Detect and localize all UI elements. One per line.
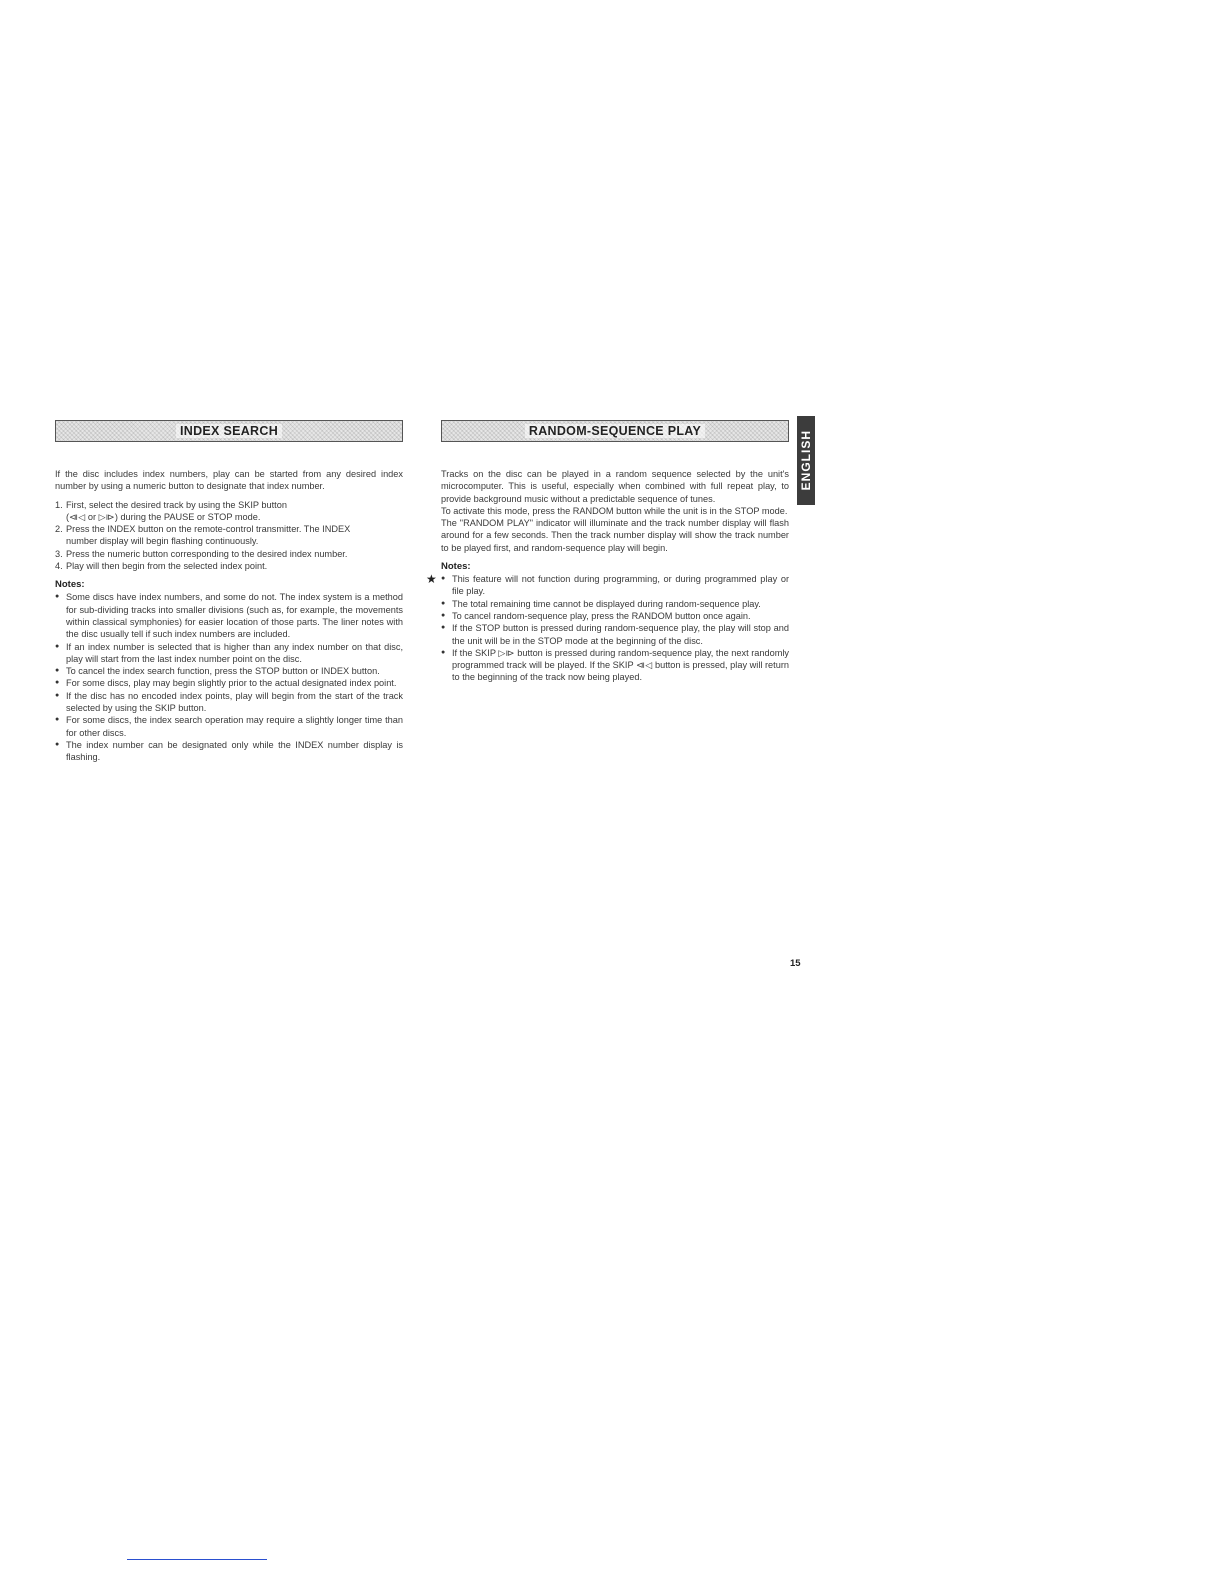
step-item: number display will begin flashing continuously.	[66, 536, 259, 547]
note-item: ● If the STOP button is pressed during random-sequence play, the play will stop and the unit will be in the STOP mode at the beginning of the disc.	[441, 623, 789, 646]
note-item: ● If the disc has no encoded index points, play will begin from the start of the track selected by using the SKIP button.	[55, 690, 403, 714]
bullet-icon: ●	[55, 679, 60, 687]
bullet-icon: ●	[55, 691, 60, 699]
note-item: ● Some discs have index numbers, and some do not. The index system is a method for sub-dividing tracks into smaller divisions (such as, for example, the movements within classical symphonies) for easier location of those parts. The liner notes with the disc usually tell if such index numbers are included.	[55, 592, 403, 640]
random-play-para-3: The "RANDOM PLAY" indicator will illuminate and the track number display will flash around for a few seconds. Then the track number display will show the track number to be played first, and random-sequence play will begin.	[441, 518, 789, 553]
bullet-icon: ●	[55, 593, 60, 601]
note-item: ● If an index number is selected that is higher than any index number on that disc, play will start from the last index number point on the disc.	[55, 641, 403, 664]
bottom-divider	[127, 1559, 267, 1560]
index-search-title: INDEX SEARCH	[176, 424, 282, 438]
step-item: 2. Press the INDEX button on the remote-control transmitter. The INDEX	[55, 524, 351, 535]
page-number: 15	[790, 958, 801, 969]
bullet-icon: ●	[55, 667, 60, 675]
bullet-icon: ●	[441, 575, 446, 583]
bullet-icon: ●	[441, 648, 446, 656]
note-item: ● This feature will not function during programming, or during programmed play or file play.	[441, 574, 789, 597]
bullet-icon: ●	[441, 611, 446, 619]
note-item: ● If the SKIP ▷⧐ button is pressed during random-sequence play, the next randomly programmed track will be played. If the SKIP ⧏◁ button is pressed, play will return to the beginning of the track now being played.	[441, 647, 789, 683]
step-item: 1. First, select the desired track by using the SKIP button	[55, 499, 287, 510]
index-search-header	[55, 420, 403, 442]
random-play-para-2: To activate this mode, press the RANDOM button while the unit is in the STOP mode.	[441, 505, 788, 516]
index-search-steps	[55, 499, 403, 573]
note-item: ● To cancel random-sequence play, press the RANDOM button once again.	[441, 610, 751, 621]
random-play-section	[426, 420, 789, 684]
index-search-notes-heading: Notes:	[55, 579, 85, 591]
step-item: 3. Press the numeric button corresponding to the desired index number.	[55, 548, 348, 559]
index-search-notes	[55, 591, 403, 763]
note-item: ● The total remaining time cannot be displayed during random-sequence play.	[441, 598, 761, 609]
note-item: ● The index number can be designated only while the INDEX number display is flashing.	[55, 739, 403, 763]
note-item: ● For some discs, the index search operation may require a slightly longer time than for other discs.	[55, 715, 403, 738]
note-item: ● To cancel the index search function, press the STOP button or INDEX button.	[55, 666, 380, 677]
bullet-icon: ●	[441, 624, 446, 632]
random-play-para-1: Tracks on the disc can be played in a random sequence selected by the unit's microcomputer. This is useful, especially when combined with full repeat play, to provide background music without a predictable sequence of tunes.	[441, 469, 789, 504]
step-item: 4. Play will then begin from the selected index point.	[55, 561, 268, 572]
random-play-notes	[441, 573, 789, 684]
random-play-notes-heading: Notes:	[441, 561, 471, 573]
bullet-icon: ●	[55, 716, 60, 724]
step-item: (⧏◁ or ▷⧐) during the PAUSE or STOP mode.	[66, 511, 261, 522]
bullet-icon: ●	[441, 599, 446, 607]
star-icon: ★	[426, 572, 437, 587]
note-item: ● For some discs, play may begin slightly prior to the actual designated index point.	[55, 678, 397, 689]
bullet-icon: ●	[55, 642, 60, 650]
index-search-intro: If the disc includes index numbers, play can be started from any desired index number by using a numeric button to designate that index number.	[55, 469, 403, 492]
random-play-header	[441, 420, 789, 442]
bullet-icon: ●	[55, 740, 60, 748]
language-tab	[797, 416, 815, 505]
index-search-section	[55, 420, 403, 764]
language-tab-label: ENGLISH	[799, 430, 813, 491]
random-play-title: RANDOM-SEQUENCE PLAY	[525, 424, 705, 438]
